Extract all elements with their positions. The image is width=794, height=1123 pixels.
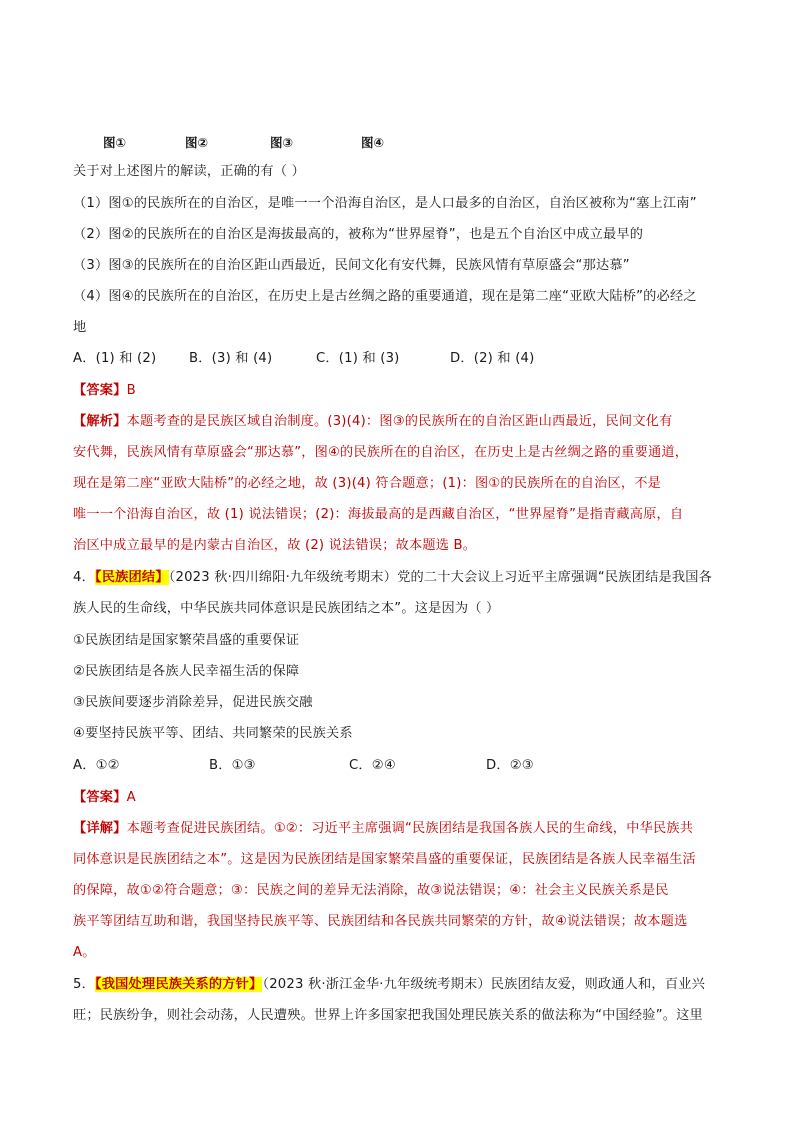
q4-stem-line-1: 4．【民族团结】（2023 秋·四川绵阳·九年级统考期末）党的二十大会议上习近平主席强调“民族团结是我国各 [73, 570, 713, 585]
q4-detail-line-1: 【详解】本题考查促进民族团结。①②：习近平主席强调“民族团结是我国各族人民的生命线，中华民族共 [73, 821, 694, 836]
q4-detail-line-4: 族平等团结互助和谐，我国坚持民族平等、民族团结和各民族共同繁荣的方针，故④说法错误；故本题选 [73, 914, 688, 929]
answer-value: B [126, 383, 136, 398]
q3-analysis-line-3: 现在是第二座“亚欧大陆桥”的必经之地，故 (3)(4) 符合题意；(1)：图①的民族所在的自治区，不是 [73, 476, 662, 491]
q4-options [73, 757, 534, 775]
q5-stem-line-1: 5．【我国处理民族关系的方针】（2023 秋·浙江金华·九年级统考期末）民族团结友爱，则政通人和，百业兴 [73, 977, 705, 992]
q3-analysis-line-1: 【解析】本题考查的是民族区域自治制度。(3)(4)：图③的民族所在的自治区距山西最近，民间文化有 [73, 414, 673, 429]
topic-tag: 【我国处理民族关系的方针】 [94, 977, 263, 992]
q3-statement-3: （3）图③的民族所在的自治区距山西最近，民间文化有安代舞，民族风情有草原盛会“那达慕” [73, 258, 630, 273]
q5-stem-line-2: 旺；民族纷争，则社会动荡，人民遭殃。世界上许多国家把我国处理民族关系的做法称为“中国经验”。这里 [73, 1008, 703, 1023]
q4-detail-line-3: 的保障，故①②符合题意；③：民族之间的差异无法消除，故③说法错误；④：社会主义民族关系是民 [73, 883, 669, 898]
q3-option-d: D．(2) 和 (4) [450, 351, 535, 366]
answer-label: 【答案】 [73, 790, 127, 805]
q4-item-2: ②民族团结是各族人民幸福生活的保障 [73, 664, 300, 679]
q3-analysis-line-2: 安代舞，民族风情有草原盛会“那达慕”，图④的民族所在的自治区，在历史上是古丝绸之路的重要通道， [73, 445, 689, 460]
q4-option-c: C．②④ [349, 758, 396, 773]
q3-options [73, 350, 534, 368]
q4-answer [73, 789, 136, 807]
detail-label: 【详解】 [73, 821, 127, 836]
q4-item-3: ③民族间要逐步消除差异，促进民族交融 [73, 695, 313, 710]
topic-tag: 【民族团结】 [94, 570, 169, 585]
q4-detail-line-5: A。 [73, 945, 96, 960]
q3-option-a: A．(1) 和 (2) [73, 351, 157, 366]
q4-option-d: D．②③ [486, 758, 534, 773]
q3-statement-1: （1）图①的民族所在的自治区，是唯一一个沿海自治区，是人口最多的自治区，自治区被称为“塞上江南” [73, 196, 697, 211]
figure-caption-3: 图③ [270, 135, 294, 150]
q3-answer [73, 382, 136, 400]
question-number: 4． [73, 570, 95, 585]
q3-option-b: B．(3) 和 (4) [189, 351, 273, 366]
figure-caption-4: 图④ [361, 135, 385, 150]
q3-statement-4-cont: 地 [73, 320, 87, 335]
q3-analysis-line-5: 治区中成立最早的是内蒙古自治区，故 (2) 说法错误；故本题选 B。 [73, 538, 477, 553]
q3-statement-2: （2）图②的民族所在的自治区是海拔最高的，被称为“世界屋脊”，也是五个自治区中成立最早的 [73, 227, 644, 242]
figure-caption-1: 图① [103, 135, 127, 150]
answer-label: 【答案】 [73, 383, 127, 398]
q4-option-b: B．①③ [209, 758, 256, 773]
answer-value: A [126, 790, 136, 805]
q4-stem-line-2: 族人民的生命线，中华民族共同体意识是民族团结之本”。这是因为（ ） [73, 601, 500, 616]
q3-option-c: C．(1) 和 (3) [316, 351, 400, 366]
q4-option-a: A．①② [73, 758, 120, 773]
q3-statement-4: （4）图④的民族所在的自治区，在历史上是古丝绸之路的重要通道，现在是第二座“亚欧大陆桥”的必经之 [73, 289, 697, 304]
q3-stem: 关于对上述图片的解读，正确的有（ ） [73, 164, 305, 179]
q4-item-4: ④要坚持民族平等、团结、共同繁荣的民族关系 [73, 726, 353, 741]
question-number: 5． [73, 977, 95, 992]
analysis-label: 【解析】 [73, 414, 127, 429]
q4-detail-line-2: 同体意识是民族团结之本”。这是因为民族团结是国家繁荣昌盛的重要保证，民族团结是各族人民幸福生活 [73, 852, 696, 867]
figure-caption-2: 图② [185, 135, 209, 150]
q4-item-1: ①民族团结是国家繁荣昌盛的重要保证 [73, 633, 300, 648]
q3-analysis-line-4: 唯一一个沿海自治区，故 (1) 说法错误；(2)：海拔最高的是西藏自治区，“世界屋脊”是指青藏高原，自 [73, 507, 684, 522]
